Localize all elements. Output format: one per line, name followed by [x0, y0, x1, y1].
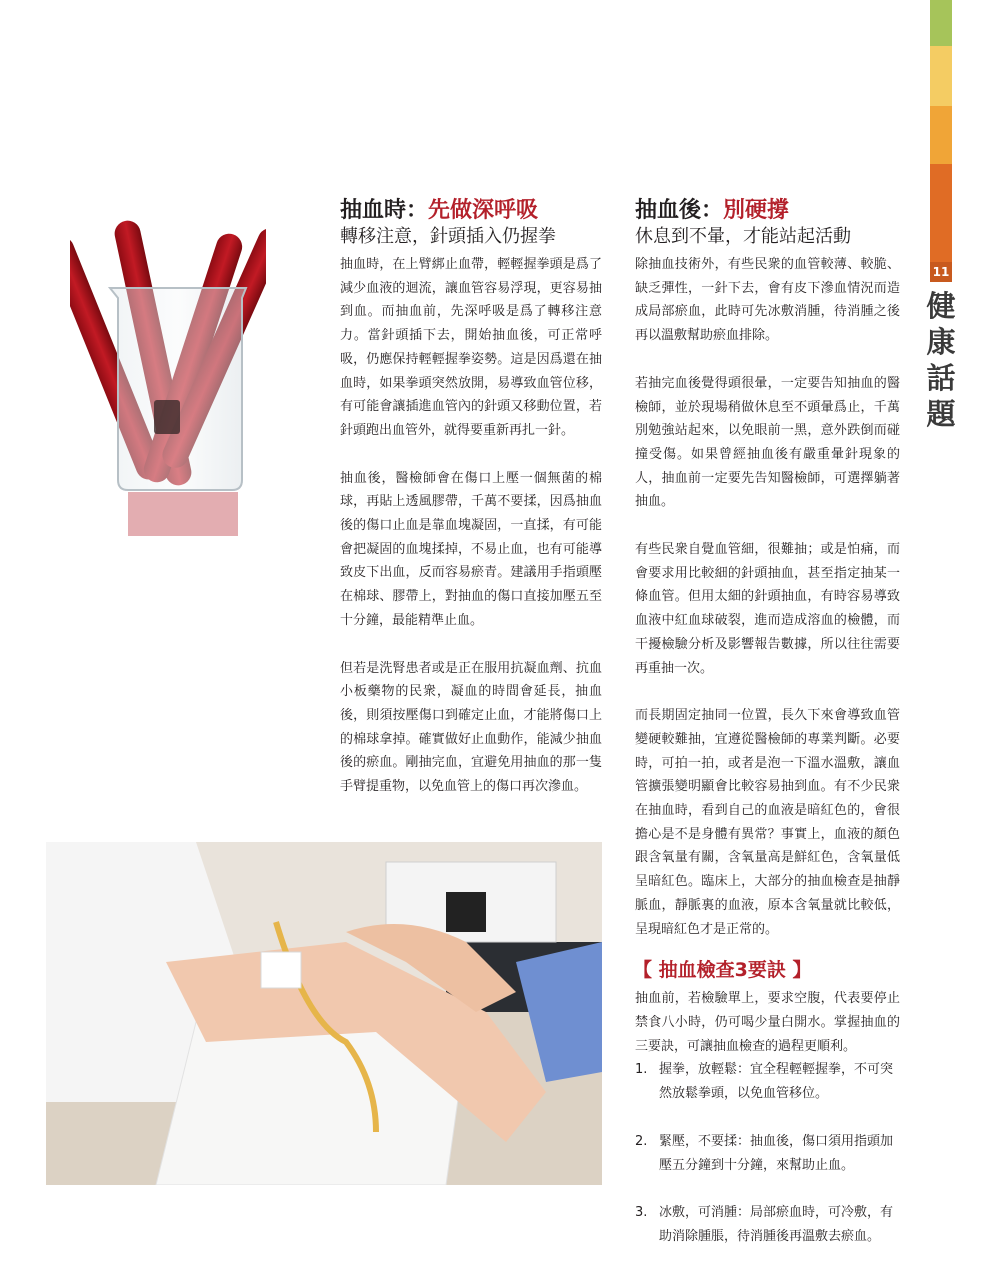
- right-heading-highlight: 別硬撐: [723, 197, 790, 223]
- side-bar-red: [930, 164, 952, 262]
- section-label-char: 康: [926, 325, 956, 359]
- blood-draw-illustration: [46, 842, 602, 1185]
- section-label-char: 健: [926, 289, 956, 323]
- tip-item: 3. 冰敷，可消腫：局部瘀血時，可冷敷，有助消除腫脹，待消腫後再溫敷去瘀血。: [635, 1205, 894, 1244]
- beaker-illustration: [70, 188, 266, 536]
- tips-title: 【 抽血檢查3要訣 】: [633, 959, 812, 982]
- left-heading-prefix: 抽血時：: [340, 198, 429, 223]
- left-paragraph: 抽血時，在上臂綁止血帶，輕輕握拳頭是爲了減少血液的迴流，讓血管容易浮現，更容易抽到血。而抽血前，先深呼吸是爲了轉移注意力。當針頭插下去，開始抽血後，可正常呼吸，仍應保持輕輕握拳姿勢。這是因爲還在抽血時，如果拳頭突然放開，易導致血管位移，有可能會讓插進血管內的針頭又移動位置，若針頭跑出血管外，就得要重新再扎一針。: [340, 257, 602, 438]
- section-label-char: 題: [926, 397, 956, 431]
- tip-item: 1. 握拳，放輕鬆：宜全程輕輕握拳，不可突然放鬆拳頭，以免血管移位。: [635, 1062, 894, 1102]
- right-subheading: 休息到不暈，才能站起活動: [635, 226, 851, 247]
- left-subheading: 轉移注意，針頭插入仍握拳: [340, 226, 556, 247]
- right-paragraph: 而長期固定抽同一位置，長久下來會導致血管變硬較難抽，宜遵從醫檢師的專業判斷。必要時，可拍一拍，或者是泡一下溫水溫敷，讓血管擴張變明顯會比較容易抽到血。有不少民衆在抽血時，看到自己的血液是暗紅色的，會很擔心是不是身體有異常？事實上，血液的顏色跟含氧量有關，含氧量高是鮮紅色，含氧量低呈暗紅色。臨床上，大部分的抽血檢查是抽靜脈血，靜脈裏的血液，原本含氧量就比較低，呈現暗紅色才是正常的。: [635, 708, 900, 937]
- left-column: [340, 196, 602, 799]
- left-paragraph: 但若是洗腎患者或是正在服用抗凝血劑、抗血小板藥物的民衆，凝血的時間會延長，抽血後，則須按壓傷口到確定止血，才能將傷口上的棉球拿掉。確實做好止血動作，能減少抽血後的瘀血。剛抽完血，宜避免用抽血的那一隻手臂提重物，以免血管上的傷口再次滲血。: [340, 660, 602, 795]
- page-number: 11: [930, 262, 952, 282]
- tips-list: [635, 1058, 900, 1248]
- left-heading: [340, 196, 602, 225]
- side-bar-yellow: [930, 46, 952, 106]
- tips-intro: 抽血前，若檢驗單上，要求空腹，代表要停止禁食八小時，仍可喝少量白開水。掌握抽血的三要訣，可讓抽血檢查的過程更順利。: [635, 991, 900, 1054]
- side-bar-green: [930, 0, 952, 46]
- left-heading-highlight: 先做深呼吸: [428, 197, 539, 223]
- section-label: [926, 288, 956, 432]
- blood-draw-photo: [46, 842, 602, 1185]
- side-bar-orange: [930, 106, 952, 164]
- right-paragraph: 除抽血技術外，有些民衆的血管較薄、較脆、缺乏彈性，一針下去，會有皮下滲血情況而造成局部瘀血，此時可先冰敷消腫，待消腫之後再以溫敷幫助瘀血排除。: [635, 257, 900, 344]
- right-paragraph: 有些民衆自覺血管細，很難抽；或是怕痛，而會要求用比較細的針頭抽血，甚至指定抽某一條血管。但用太細的針頭抽血，有時容易導致血液中紅血球破裂，進而造成溶血的檢體，而干擾檢驗分析及影響報告數據，所以往往需要再重抽一次。: [635, 542, 900, 676]
- right-column: [635, 196, 900, 1249]
- right-heading: [635, 196, 900, 225]
- right-heading-prefix: 抽血後：: [635, 198, 724, 223]
- left-paragraph: 抽血後，醫檢師會在傷口上壓一個無菌的棉球，再貼上透風膠帶，千萬不要揉，因爲抽血後的傷口止血是靠血塊凝固，一直揉，有可能會把凝固的血塊揉掉，不易止血，也有可能導致皮下出血，反而容易瘀青。建議用手指頭壓在棉球、膠帶上，對抽血的傷口直接加壓五至十分鐘，最能精準止血。: [340, 470, 602, 628]
- right-paragraph: 若抽完血後覺得頭很暈，一定要告知抽血的醫檢師，並於現場稍做休息至不頭暈爲止，千萬別勉強站起來，以免眼前一黑，意外跌倒而碰撞受傷。如果曾經抽血後有嚴重暈針現象的人，抽血前一定要先告知醫檢師，可選擇躺著抽血。: [635, 375, 900, 510]
- section-label-char: 話: [926, 361, 956, 395]
- tip-item: 2. 緊壓，不要揉：抽血後，傷口須用指頭加壓五分鐘到十分鐘，來幫助止血。: [635, 1133, 894, 1173]
- beaker-photo: [70, 188, 266, 536]
